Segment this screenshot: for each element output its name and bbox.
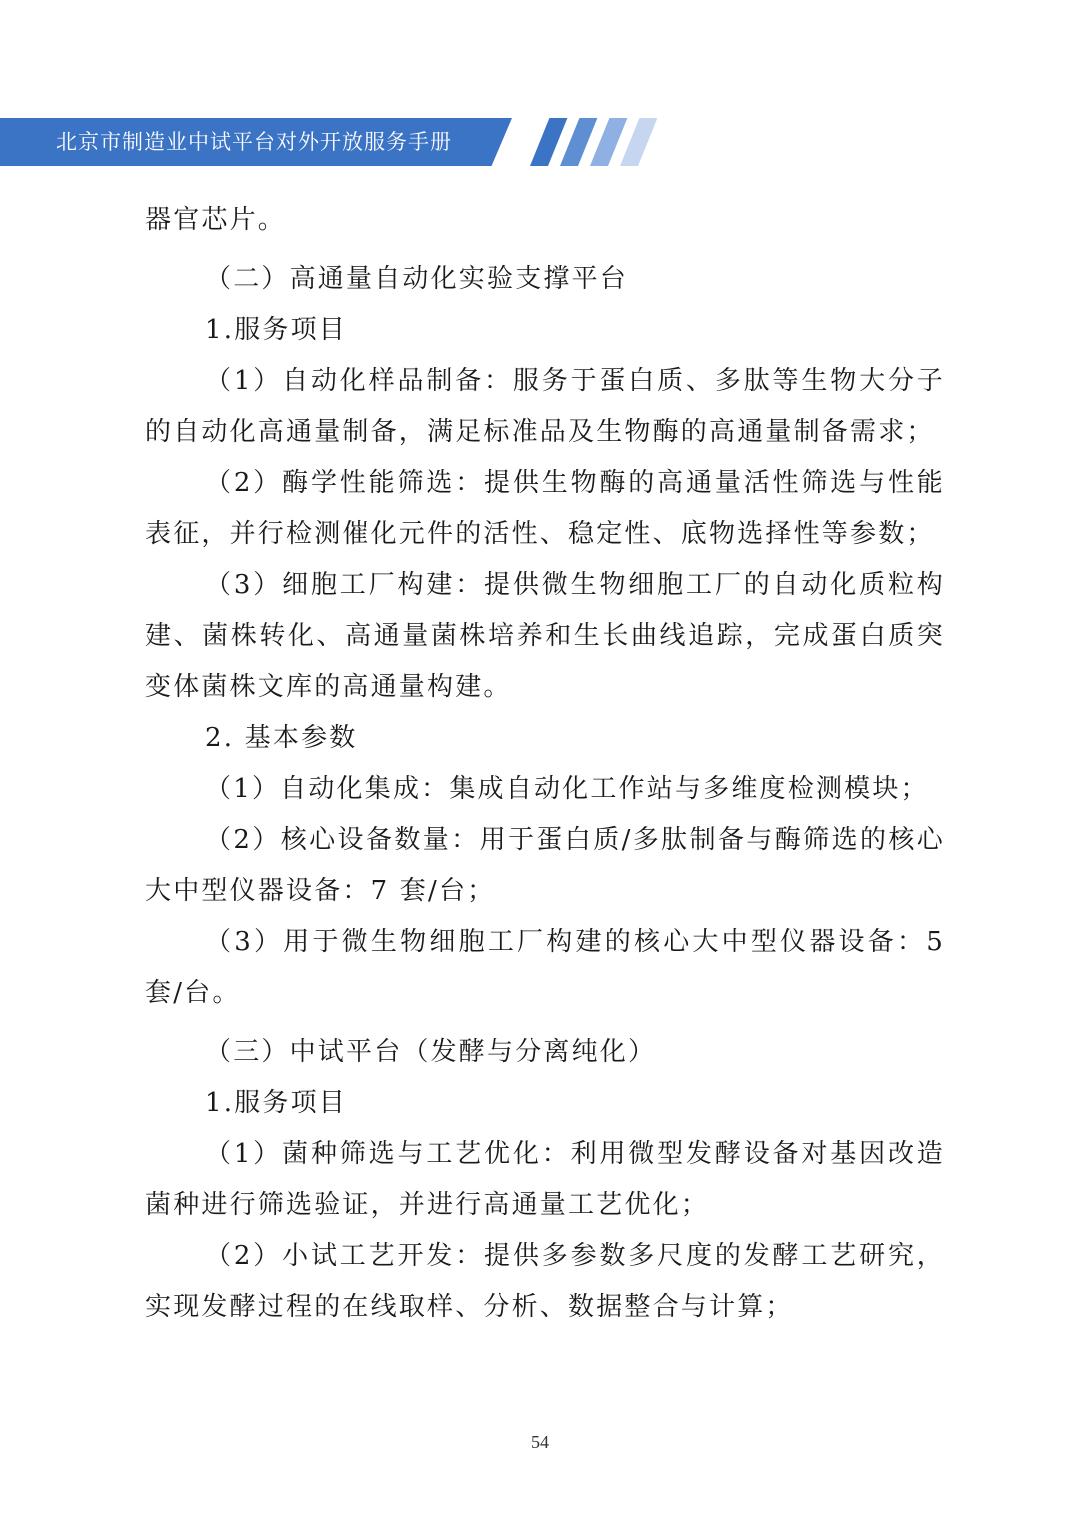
body-paragraph: （1）自动化样品制备：服务于蛋白质、多肽等生物大分子的自动化高通量制备，满足标准品及生物酶的高通量制备需求；: [145, 366, 945, 447]
page-body: [145, 195, 945, 1333]
subsection-heading: 1.服务项目: [205, 1088, 348, 1118]
body-paragraph: 器官芯片。: [145, 205, 287, 235]
body-paragraph: （2）核心设备数量：用于蛋白质/多肽制备与酶筛选的核心大中型仪器设备：7 套/台；: [145, 825, 945, 906]
header-stripe-decoration: [620, 118, 657, 166]
body-paragraph: （1）菌种筛选与工艺优化：利用微型发酵设备对基因改造菌种进行筛选验证，并进行高通量工艺优化；: [145, 1139, 945, 1220]
subsection-heading: 2. 基本参数: [205, 723, 358, 753]
body-paragraph: （3）用于微生物细胞工厂构建的核心大中型仪器设备：5 套/台。: [145, 927, 945, 1008]
page-number: 54: [531, 1432, 549, 1452]
body-paragraph: （1）自动化集成：集成自动化工作站与多维度检测模块；: [205, 774, 929, 804]
body-paragraph: （3）细胞工厂构建：提供微生物细胞工厂的自动化质粒构建、菌株转化、高通量菌株培养和生长曲线追踪，完成蛋白质突变体菌株文库的高通量构建。: [145, 570, 945, 702]
section-heading: （三）中试平台（发酵与分离纯化）: [205, 1037, 657, 1067]
body-paragraph: （2）小试工艺开发：提供多参数多尺度的发酵工艺研究，实现发酵过程的在线取样、分析、数据整合与计算；: [145, 1241, 945, 1322]
handbook-title: 北京市制造业中试平台对外开放服务手册: [56, 130, 452, 154]
section-heading: （二）高通量自动化实验支撑平台: [205, 264, 629, 294]
subsection-heading: 1.服务项目: [205, 315, 348, 345]
body-paragraph: （2）酶学性能筛选：提供生物酶的高通量活性筛选与性能表征，并行检测催化元件的活性、稳定性、底物选择性等参数；: [145, 468, 945, 549]
